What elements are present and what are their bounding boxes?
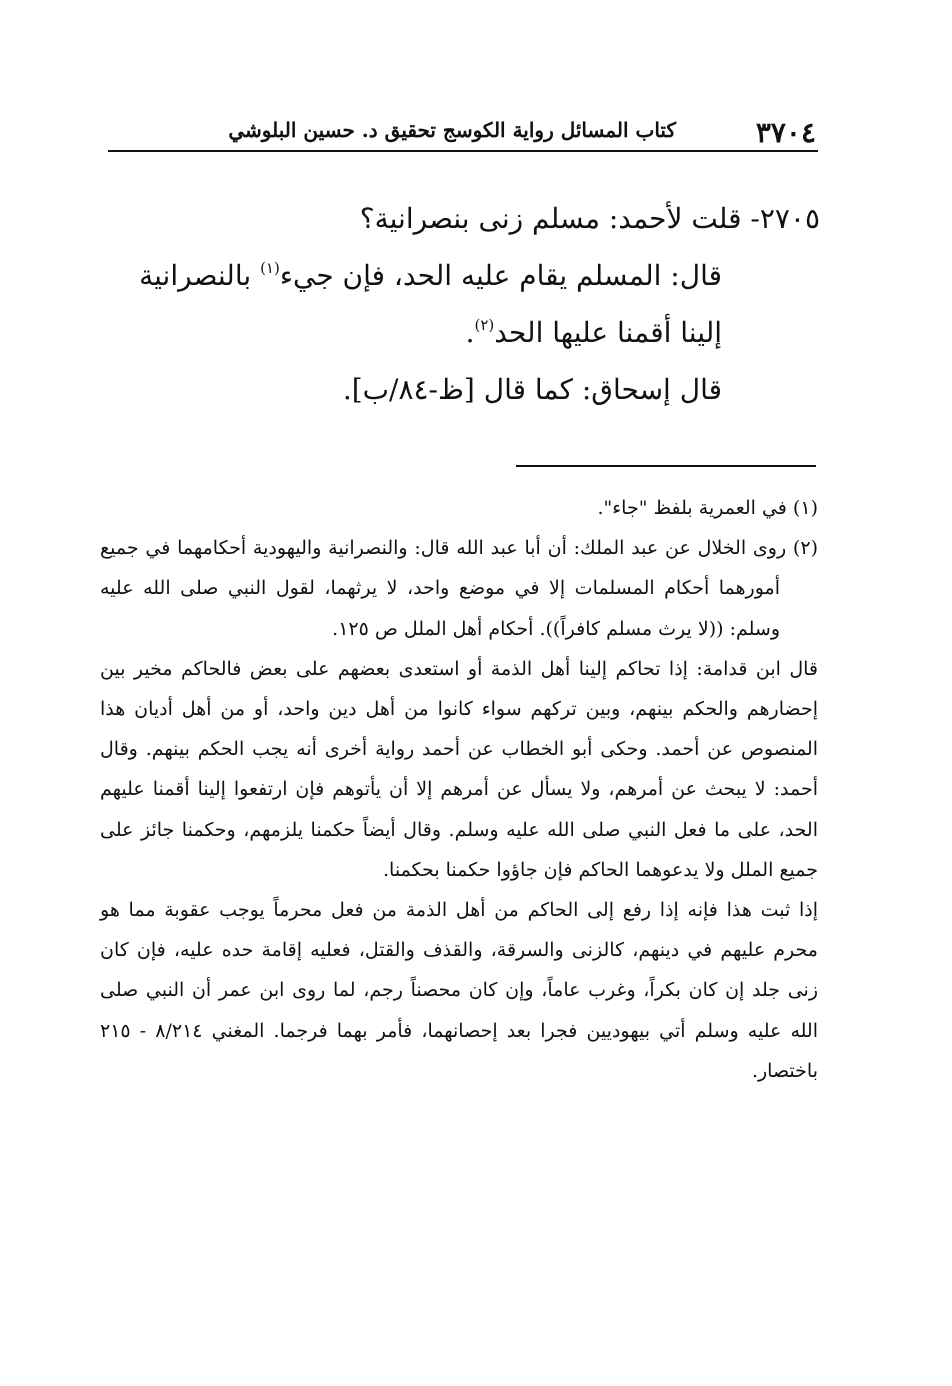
footnote-ibn-qudama: قال ابن قدامة: إذا تحاكم إلينا أهل الذمة أو استعدى بعضهم على بعض فالحاكم مخير بين إحضارهم والحكم بينهم، وبين تركهم سواء كانوا من أهل دين واحد، أو من أهل أديان هذا المنصوص عن أحمد. وحكى أبو الخطاب عن أحمد رواية أخرى أنه يجب الحكم بينهم. وقال أحمد: لا يبحث عن أمرهم، ولا يسأل عن أمرهم إلا أن يأتوهم فإن ارتفعوا إلينا أقمنا عليهم الحد، على ما فعل النبي صلى الله عليه وسلم. وقال أيضاً حكمنا يلزمهم، وحكمنا جائز على جميع الملل ولا يدعوهما الحاكم فإن جاؤوا حكمنا بحكمنا. bbox=[100, 657, 818, 881]
footnote-idha-thabat: إذا ثبت هذا فإنه إذا رفع إلى الحاكم من أهل الذمة من فعل محرماً يوجب عقوبة مما هو محرم عليهم في دينهم، كالزنى والسرقة، والقذف والقتل، فعليه إقامة حده عليه، فإن كان زنى جلد إن كان بكراً، وغرب عاماً، وإن كان محصناً رجم، لما روى ابن عمر أن النبي صلى الله عليه وسلم أتي بيهوديين فجرا بعد إحصانهما، فأمر بهما فرجما. المغني ٨/٢١٤ - ٢١٥ باختصار. bbox=[100, 899, 818, 1082]
answer-text-start: قال: المسلم يقام عليه الحد، فإن جيء bbox=[279, 259, 722, 292]
footnote-1: (١) في العمرية بلفظ "جاء". bbox=[597, 497, 818, 519]
footnote-mark-1: (١) bbox=[260, 259, 280, 277]
main-text bbox=[100, 190, 820, 418]
ishaq-line: قال إسحاق: كما قال [ظ-٨٤/ب]. bbox=[342, 373, 722, 406]
answer-text-end: . bbox=[465, 316, 475, 349]
footnote-mark-2: (٢) bbox=[474, 316, 495, 334]
footnote-2: (٢) روى الخلال عن عبد الملك: أن أبا عبد الله قال: والنصرانية واليهودية أحكامهما في جميع أمورهما أحكام المسلمات إلا في موضع واحد، لا يرثهما، لقول النبي صلى الله عليه وسلم: ((لا يرث مسلم كافراً)). أحكام أهل الملل ص ١٢٥. bbox=[100, 537, 818, 640]
page-header bbox=[108, 112, 816, 148]
answer-text-middle: بالنصرانية إلينا أقمنا عليها الحد bbox=[139, 259, 722, 349]
running-title: كتاب المسائل رواية الكوسج تحقيق د. حسين البلوشي bbox=[228, 118, 676, 142]
footnotes bbox=[100, 488, 818, 1091]
page-number: ٣٧٠٤ bbox=[755, 116, 816, 149]
question-line: ٢٧٠٥- قلت لأحمد: مسلم زنى بنصرانية؟ bbox=[359, 202, 820, 235]
footnote-separator bbox=[516, 465, 816, 467]
header-rule bbox=[108, 150, 818, 152]
answer-paragraph bbox=[100, 247, 820, 361]
